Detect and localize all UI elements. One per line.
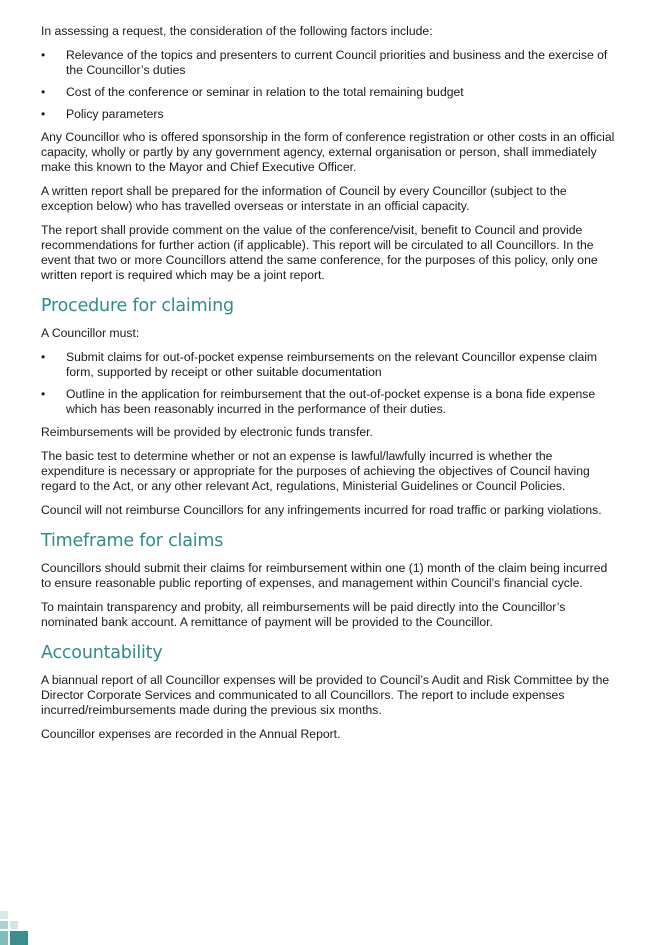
accountability-paragraph-1: A biannual report of all Councillor expenses will be provided to Council’s Audit and Risk Committee by the Director Corporate Services and communicated to all Councillors. The report to include expenses incurred/reimbursements made during the previous six months. bbox=[41, 673, 610, 717]
decor-square bbox=[0, 911, 8, 919]
decor-square bbox=[10, 931, 28, 945]
report-detail-paragraph: The report shall provide comment on the value of the conference/visit, benefit to Council and provide recommendations for further action (if applicable). This report will be circulated to all Councillors. In the event that two or more Councillors attend the same conference, for the purposes of this policy, only one written report is required which may be a joint report. bbox=[41, 223, 598, 282]
list-item bbox=[41, 107, 616, 122]
infringements-paragraph: Council will not reimburse Councillors for any infringements incurred for road traffic or parking violations. bbox=[41, 503, 602, 517]
bullet-icon: • bbox=[41, 387, 46, 401]
document-page bbox=[41, 24, 616, 751]
intro-paragraph: In assessing a request, the consideration of the following factors include: bbox=[41, 24, 433, 38]
procedure-list bbox=[41, 350, 616, 417]
decor-square bbox=[10, 921, 18, 929]
list-item-text: Relevance of the topics and presenters to current Council priorities and business and the exercise of the Councillor’s duties bbox=[66, 48, 608, 77]
eft-paragraph: Reimbursements will be provided by electronic funds transfer. bbox=[41, 425, 373, 439]
list-item-text: Submit claims for out-of-pocket expense reimbursements on the relevant Councillor expense claim form, supported by receipt or other suitable documentation bbox=[66, 350, 598, 379]
section-heading-procedure: Procedure for claiming bbox=[41, 296, 234, 316]
bullet-icon: • bbox=[41, 350, 46, 364]
corner-decoration bbox=[0, 911, 30, 945]
decor-square bbox=[0, 931, 8, 945]
factors-list bbox=[41, 48, 616, 122]
procedure-lead: A Councillor must: bbox=[41, 326, 140, 340]
list-item-text: Cost of the conference or seminar in relation to the total remaining budget bbox=[66, 85, 464, 99]
list-item bbox=[41, 350, 616, 380]
list-item-text: Policy parameters bbox=[66, 107, 164, 121]
decor-square bbox=[0, 921, 8, 929]
list-item bbox=[41, 48, 616, 78]
basic-test-paragraph: The basic test to determine whether or not an expense is lawful/lawfully incurred is whether the expenditure is necessary or appropriate for the purposes of achieving the objectives of Council having regard to the Act, or any other relevant Act, regulations, Ministerial Guidelines or Council Policies. bbox=[41, 449, 590, 493]
section-heading-timeframe: Timeframe for claims bbox=[41, 531, 224, 551]
timeframe-paragraph-1: Councillors should submit their claims for reimbursement within one (1) month of the claim being incurred to ensure reasonable public reporting of expenses, and management within Council’s financial cycle. bbox=[41, 561, 608, 590]
list-item bbox=[41, 387, 616, 417]
accountability-paragraph-2: Councillor expenses are recorded in the Annual Report. bbox=[41, 727, 341, 741]
bullet-icon: • bbox=[41, 107, 46, 121]
timeframe-paragraph-2: To maintain transparency and probity, all reimbursements will be paid directly into the Councillor’s nominated bank account. A remittance of payment will be provided to the Councillor. bbox=[41, 600, 566, 629]
bullet-icon: • bbox=[41, 85, 46, 99]
list-item bbox=[41, 85, 616, 100]
bullet-icon: • bbox=[41, 48, 46, 62]
list-item-text: Outline in the application for reimbursement that the out-of-pocket expense is a bona fide expense which has been reasonably incurred in the performance of their duties. bbox=[66, 387, 596, 416]
section-heading-accountability: Accountability bbox=[41, 643, 163, 663]
sponsorship-paragraph: Any Councillor who is offered sponsorship in the form of conference registration or other costs in an official capacity, wholly or partly by any government agency, external organisation or person, shall immediately make this known to the Mayor and Chief Executive Officer. bbox=[41, 130, 615, 174]
report-paragraph: A written report shall be prepared for the information of Council by every Councillor (subject to the exception below) who has travelled overseas or interstate in an official capacity. bbox=[41, 184, 567, 213]
